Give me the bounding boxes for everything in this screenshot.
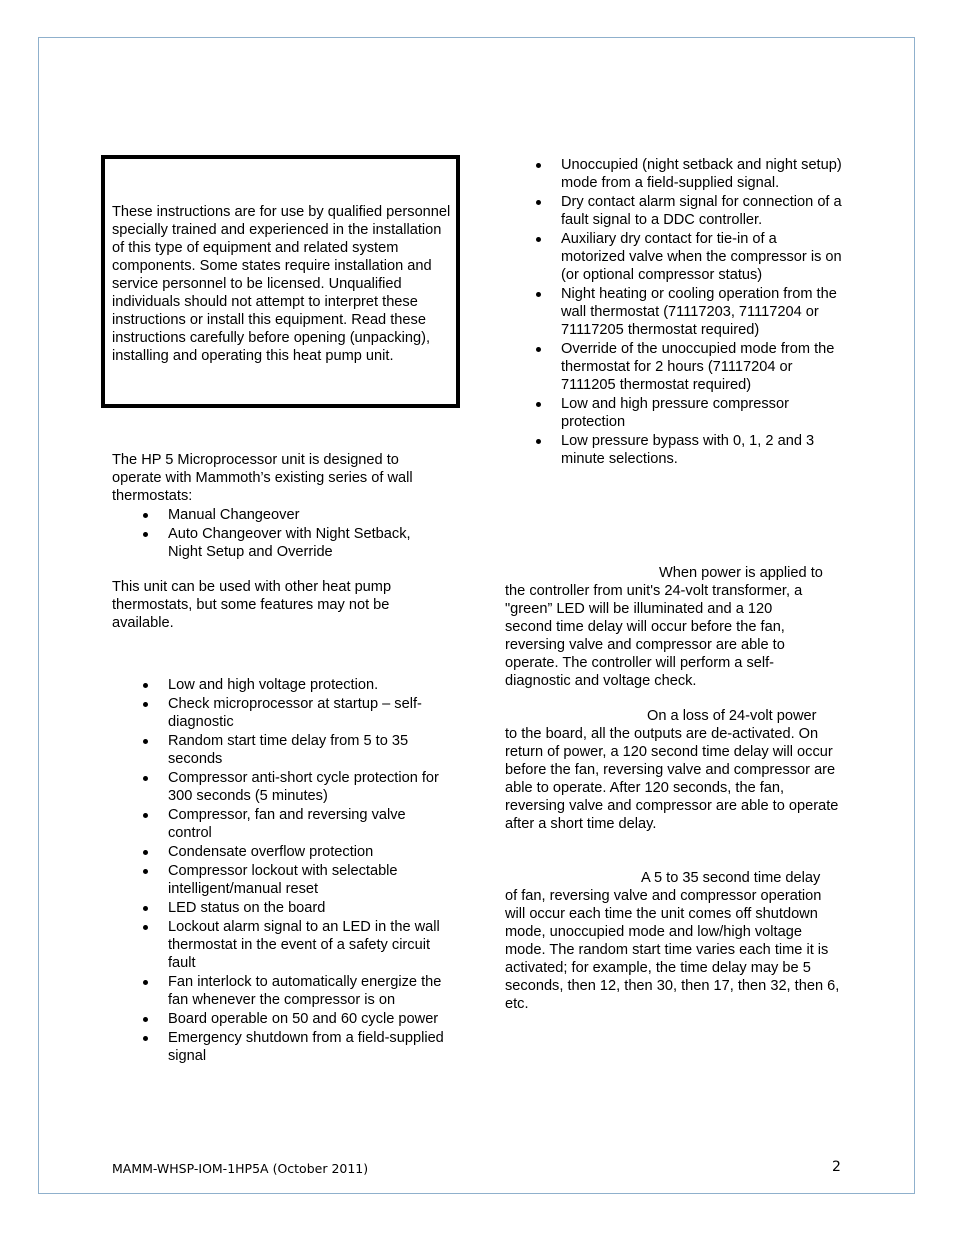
features-list-left [141,676,447,1066]
power-loss-lead: On a loss of 24-volt power [647,708,817,724]
list-item: Low and high pressure compressor protection [534,395,844,431]
list-item: Auto Changeover with Night Setback, Night Setup and Override [141,525,441,561]
power-loss-paragraph: to the board, all the outputs are de-activated. On return of power, a 120 second time delay will occur before the fan, reversing valve and compressor are able to operate. After 120 seconds, the fan, reversing valve and compressor are able to operate after a short time delay. [505,726,839,832]
list-item: Emergency shutdown from a field-supplied signal [141,1029,447,1065]
list-item: Night heating or cooling operation from the wall thermostat (71117203, 71117204 or 71117205 thermostat required) [534,285,844,339]
list-item: Fan interlock to automatically energize the fan whenever the compressor is on [141,973,447,1009]
thermostat-list [141,506,441,562]
list-item: Low pressure bypass with 0, 1, 2 and 3 minute selections. [534,432,844,468]
list-item: Unoccupied (night setback and night setup) mode from a field-supplied signal. [534,156,844,192]
power-on-lead: When power is applied to [659,565,823,581]
compatibility-note: This unit can be used with other heat pump thermostats, but some features may not be available. [112,579,392,631]
list-item: Compressor, fan and reversing valve control [141,806,447,842]
list-item: Check microprocessor at startup – self-diagnostic [141,695,447,731]
power-on-paragraph: the controller from unit's 24-volt transformer, a "green” LED will be illuminated and a 120 second time delay will occur before the fan, reversing valve and compressor are able to operate. The controller will perform a self-diagnostic and voltage check. [505,583,803,689]
list-item: Board operable on 50 and 60 cycle power [141,1010,447,1028]
list-item: Lockout alarm signal to an LED in the wall thermostat in the event of a safety circuit fault [141,918,447,972]
list-item: LED status on the board [141,899,447,917]
random-start-lead: A 5 to 35 second time delay [641,870,821,886]
list-item: Condensate overflow protection [141,843,447,861]
features-list-right [534,156,844,469]
page-number: 2 [832,1159,841,1175]
list-item: Random start time delay from 5 to 35 seconds [141,732,447,768]
list-item: Low and high voltage protection. [141,676,447,694]
list-item: Compressor anti-short cycle protection for 300 seconds (5 minutes) [141,769,447,805]
list-item: Compressor lockout with selectable intelligent/manual reset [141,862,447,898]
intro-paragraph: The HP 5 Microprocessor unit is designed to operate with Mammoth’s existing series of wall thermostats: [112,452,413,504]
list-item: Manual Changeover [141,506,441,524]
list-item: Dry contact alarm signal for connection of a fault signal to a DDC controller. [534,193,844,229]
list-item: Override of the unoccupied mode from the thermostat for 2 hours (71117204 or 7111205 thermostat required) [534,340,844,394]
random-start-paragraph: of fan, reversing valve and compressor operation will occur each time the unit comes off shutdown mode, unoccupied mode and low/high voltage mode. The random start time varies each time it is activated; for example, the time delay may be 5 seconds, then 12, then 30, then 17, then 32, then 6, etc. [505,888,840,1012]
warning-text: These instructions are for use by qualified personnel specially trained and experienced in the installation of this type of equipment and related system components. Some states require installation and service personnel to be licensed. Unqualified individuals should not attempt to interpret these instructions or install this equipment. Read these instructions carefully before opening (unpacking), installing and operating this heat pump unit. [112,204,451,364]
list-item: Auxiliary dry contact for tie-in of a motorized valve when the compressor is on (or optional compressor status) [534,230,844,284]
document-code: MAMM-WHSP-IOM-1HP5A (October 2011) [112,1161,369,1176]
